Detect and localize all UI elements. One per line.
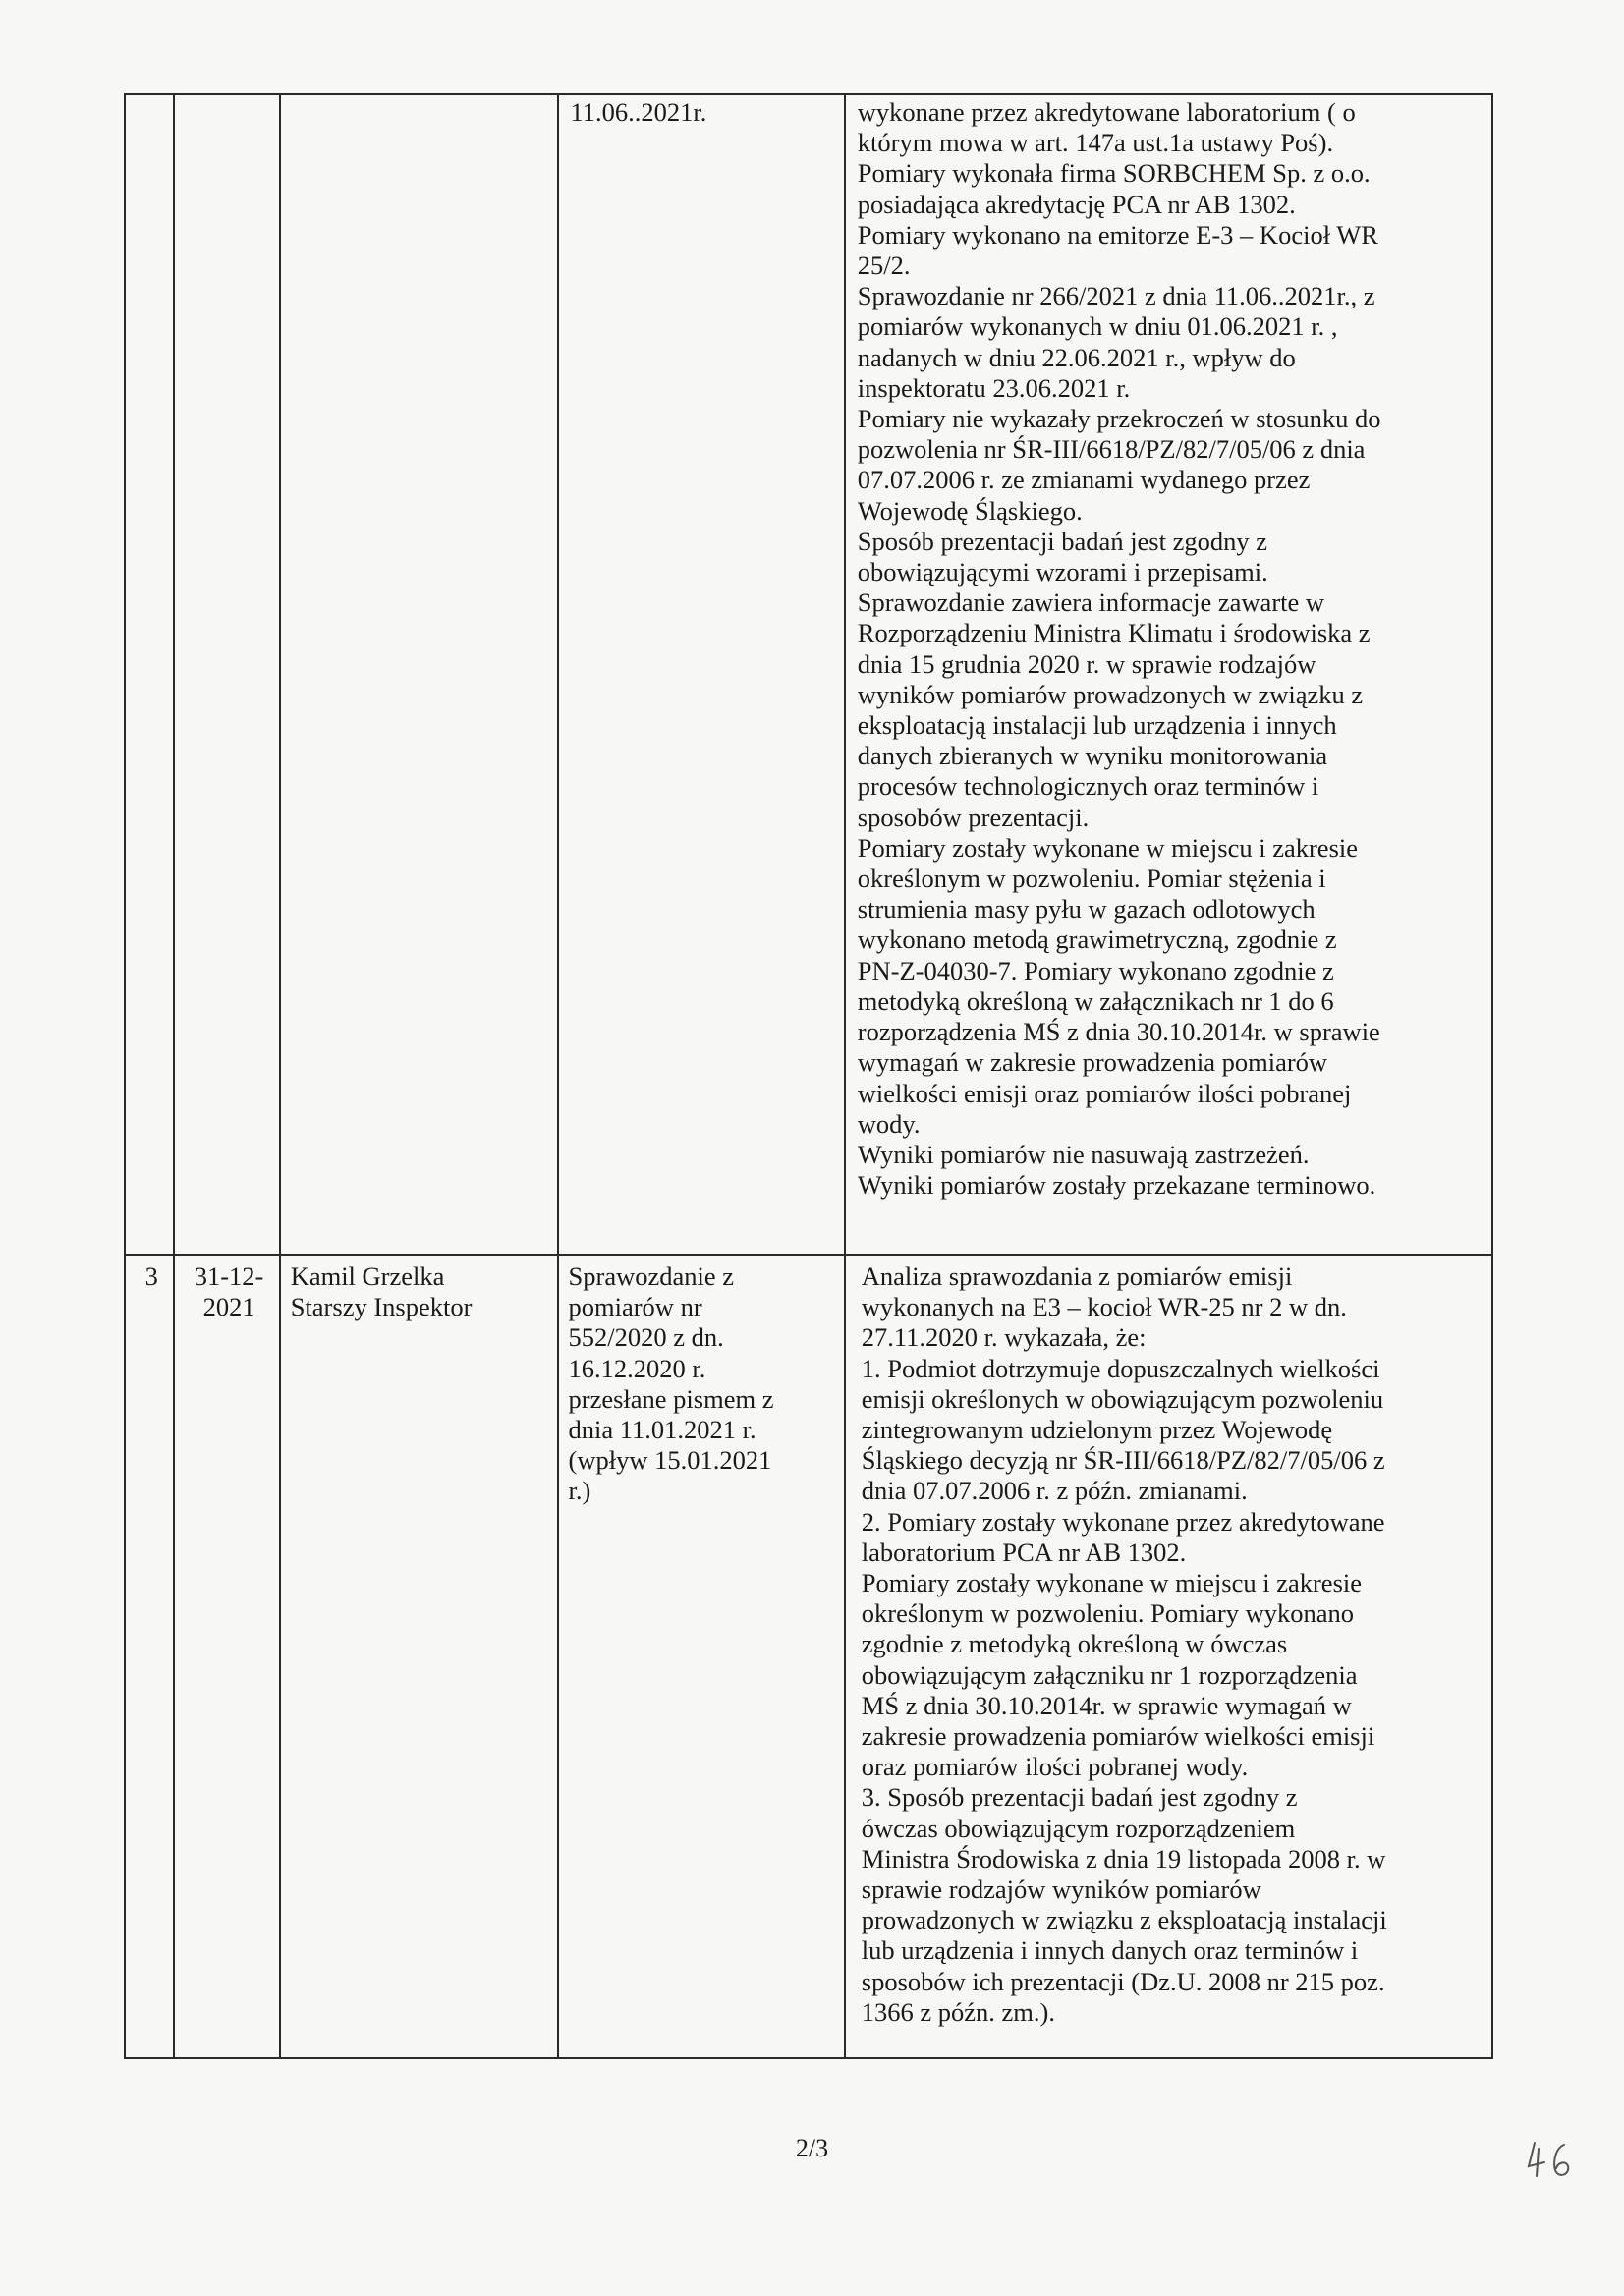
text-line: dnia 07.07.2006 r. z późn. zmianami. (861, 1476, 1248, 1506)
text-line: oraz pomiarów ilości pobranej wody. (861, 1752, 1249, 1782)
text-line: MŚ z dnia 30.10.2014r. w sprawie wymagań w (861, 1690, 1352, 1720)
table-row (125, 1255, 1492, 2058)
text-line: pomiarów nr (568, 1292, 702, 1322)
text-line: Pomiary nie wykazały przekroczeń w stosunku do (857, 404, 1381, 434)
page-number: 2/3 (795, 2134, 829, 2162)
text-line: strumienia masy pyłu w gazach odlotowych (857, 894, 1316, 924)
text-line: 3. Sposób prezentacji badań jest zgodny z (861, 1782, 1298, 1813)
text-line: inspektoratu 23.06.2021 r. (857, 372, 1131, 403)
text-line: wyników pomiarów prowadzonych w związku z (857, 679, 1364, 709)
text-line: 07.07.2006 r. ze zmianami wydanego przez (857, 465, 1311, 495)
handwritten-page-mark (1525, 2137, 1576, 2185)
text-line: pomiarów wykonanych w dniu 01.06.2021 r. , (857, 311, 1338, 342)
text-line: posiadająca akredytację PCA nr AB 1302. (857, 189, 1296, 219)
text-line: sposobów ich prezentacji (Dz.U. 2008 nr 215 poz. (861, 1966, 1385, 1996)
document-cell (558, 1255, 845, 2058)
text-line: 1. Podmiot dotrzymuje dopuszczalnych wielkości (861, 1353, 1380, 1383)
inspection-records-table (124, 93, 1493, 2059)
text-line: nadanych w dniu 22.06.2021 r., wpływ do (857, 342, 1296, 372)
text-line: Ministra Środowiska z dnia 19 listopada 2008 r. w (861, 1843, 1386, 1874)
text-line: Pomiary wykonano na emitorze E-3 – Kocioł WR (857, 219, 1378, 250)
text-line: określonym w pozwoleniu. Pomiary wykonano (861, 1598, 1354, 1629)
text-line: wymagań w zakresie prowadzenia pomiarów (857, 1047, 1328, 1078)
text-line: lub urządzenia i innych danych oraz terminów i (861, 1935, 1359, 1966)
text-line: Pomiary zostały wykonane w miejscu i zakresie (857, 832, 1359, 863)
date-cell (174, 1255, 279, 2058)
text-line: wielkości emisji oraz pomiarów ilości pobranej (857, 1078, 1352, 1108)
text-line: zintegrowanym udzielonym przez Wojewodę (861, 1415, 1333, 1445)
text-line: 552/2020 z dn. (568, 1322, 724, 1353)
document-line: 11.06..2021r. (570, 97, 707, 127)
inspector-cell (280, 94, 558, 1255)
text-line: określonym w pozwoleniu. Pomiar stężenia i (857, 864, 1326, 894)
text-line: Pomiary zostały wykonane w miejscu i zakresie (861, 1568, 1363, 1598)
text-line: sprawie rodzajów wyników pomiarów (861, 1875, 1261, 1905)
text-line: 25/2. (857, 251, 911, 281)
inspector-title: Starszy Inspektor (290, 1292, 473, 1322)
text-line: Wyniki pomiarów zostały przekazane terminowo. (857, 1170, 1376, 1201)
text-line: Analiza sprawozdania z pomiarów emisji (861, 1261, 1293, 1291)
inspector-cell (280, 1255, 558, 2058)
findings-cell (845, 94, 1492, 1255)
text-line: którym mowa w art. 147a ust.1a ustawy Poś). (857, 128, 1334, 158)
text-line: Sprawozdanie z (568, 1261, 734, 1291)
text-line: Pomiary wykonała firma SORBCHEM Sp. z o.o. (857, 158, 1371, 189)
text-line: rozporządzenia MŚ z dnia 30.10.2014r. w sprawie (857, 1017, 1380, 1047)
inspector-name: Kamil Grzelka (290, 1261, 445, 1291)
findings-cell (845, 1255, 1492, 2058)
text-line: zakresie prowadzenia pomiarów wielkości emisji (861, 1721, 1375, 1752)
text-line: PN-Z-04030-7. Pomiary wykonano zgodnie z (857, 955, 1334, 985)
number-cell (125, 94, 174, 1255)
text-line: metodyką określoną w załącznikach nr 1 do 6 (857, 985, 1334, 1016)
text-line: obowiązującymi wzorami i przepisami. (857, 557, 1268, 588)
text-line: danych zbieranych w wyniku monitorowania (857, 741, 1328, 771)
number-cell (125, 1255, 174, 2058)
text-line: ówczas obowiązującym rozporządzeniem (861, 1813, 1296, 1843)
text-line: obowiązującym załączniku nr 1 rozporządzenia (861, 1659, 1358, 1690)
table-row (125, 94, 1492, 1255)
text-line: Śląskiego decyzją nr ŚR-III/6618/PZ/82/7/05/06 z (861, 1445, 1385, 1476)
text-line: Sposób prezentacji badań jest zgodny z (857, 526, 1268, 556)
text-line: przesłane pismem z (568, 1383, 774, 1414)
row-number: 3 (144, 1261, 158, 1291)
text-line: wody. (857, 1108, 921, 1139)
text-line: 2. Pomiary zostały wykonane przez akredytowane (861, 1506, 1385, 1537)
text-line: Wyniki pomiarów nie nasuwają zastrzeżeń. (857, 1139, 1310, 1169)
text-line: eksploatacją instalacji lub urządzenia i innych (857, 710, 1337, 741)
text-line: 16.12.2020 r. (568, 1353, 706, 1383)
document-cell (558, 94, 845, 1255)
text-line: r.) (568, 1476, 591, 1506)
text-line: 1366 z późn. zm.). (861, 1996, 1055, 2027)
handwritten-mark-drawing (1525, 2137, 1576, 2180)
text-line: Rozporządzeniu Ministra Klimatu i środowiska z (857, 618, 1371, 648)
text-line: sposobów prezentacji. (857, 802, 1090, 832)
date-cell (174, 94, 279, 1255)
text-line: wykonane przez akredytowane laboratorium ( o (857, 97, 1356, 127)
date-line: 31-12- (194, 1261, 264, 1291)
text-line: 27.11.2020 r. wykazała, że: (861, 1322, 1147, 1353)
date-line: 2021 (202, 1292, 255, 1322)
text-line: dnia 11.01.2021 r. (568, 1415, 756, 1445)
text-line: Sprawozdanie nr 266/2021 z dnia 11.06..2021r., z (857, 281, 1375, 311)
text-line: (wpływ 15.01.2021 (568, 1445, 772, 1476)
text-line: Wojewodę Śląskiego. (857, 495, 1083, 526)
text-line: prowadzonych w związku z eksploatacją instalacji (861, 1905, 1387, 1935)
text-line: zgodnie z metodyką określoną w ówczas (861, 1629, 1288, 1659)
text-line: laboratorium PCA nr AB 1302. (861, 1537, 1187, 1567)
text-line: pozwolenia nr ŚR-III/6618/PZ/82/7/05/06 z dnia (857, 434, 1366, 465)
text-line: emisji określonych w obowiązującym pozwoleniu (861, 1383, 1384, 1414)
text-line: Sprawozdanie zawiera informacje zawarte w (857, 588, 1325, 618)
text-line: procesów technologicznych oraz terminów i (857, 771, 1319, 802)
text-line: wykonano metodą grawimetryczną, zgodnie z (857, 924, 1337, 955)
text-line: wykonanych na E3 – kocioł WR-25 nr 2 w dn. (861, 1292, 1347, 1322)
text-line: dnia 15 grudnia 2020 r. w sprawie rodzajów (857, 648, 1316, 679)
